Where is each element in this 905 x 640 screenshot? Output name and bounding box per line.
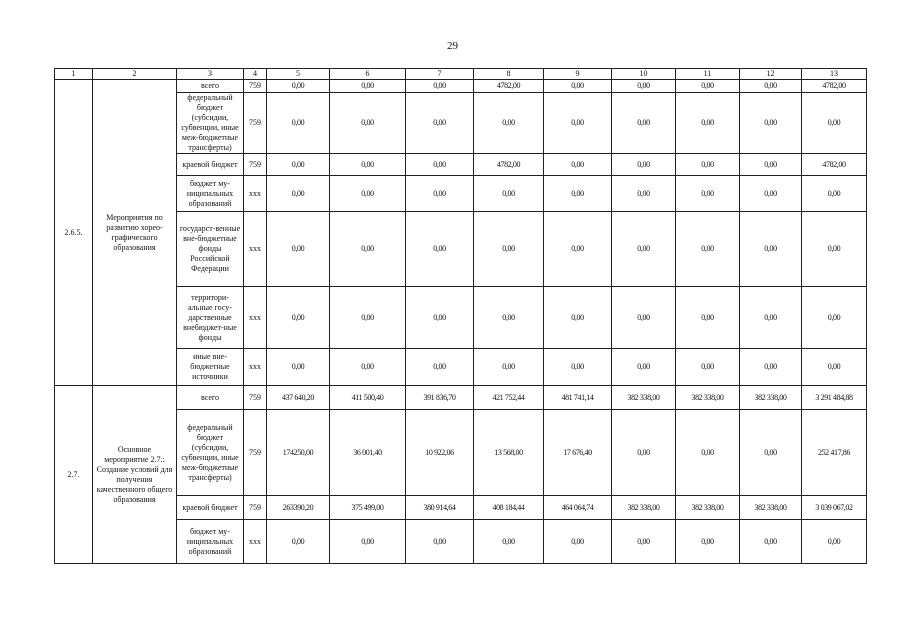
value-cell: 0,00 bbox=[406, 287, 474, 349]
value-cell: 0,00 bbox=[474, 176, 544, 212]
column-header: 5 bbox=[267, 69, 330, 80]
value-cell: 0,00 bbox=[267, 349, 330, 386]
value-cell: 0,00 bbox=[676, 410, 740, 496]
value-cell: 3 291 484,88 bbox=[802, 386, 867, 410]
value-cell: 252 417,86 bbox=[802, 410, 867, 496]
table-row bbox=[55, 154, 867, 176]
section-title: Мероприятия по развитию хорео-графического образования bbox=[93, 80, 177, 386]
value-cell: 0,00 bbox=[612, 176, 676, 212]
source-label: краевой бюджет bbox=[177, 496, 244, 520]
value-cell: 0,00 bbox=[544, 80, 612, 93]
value-cell: 0,00 bbox=[740, 349, 802, 386]
value-cell: 36 001,40 bbox=[330, 410, 406, 496]
value-cell: 0,00 bbox=[802, 287, 867, 349]
budget-code: 759 bbox=[244, 386, 267, 410]
column-header: 11 bbox=[676, 69, 740, 80]
value-cell: 0,00 bbox=[330, 349, 406, 386]
value-cell: 0,00 bbox=[676, 93, 740, 154]
value-cell: 382 338,00 bbox=[612, 386, 676, 410]
value-cell: 17 676,40 bbox=[544, 410, 612, 496]
value-cell: 0,00 bbox=[612, 212, 676, 287]
value-cell: 408 184,44 bbox=[474, 496, 544, 520]
budget-code: ххх bbox=[244, 349, 267, 386]
source-label: федеральный бюджет (субсидии, субвенции, иные меж-бюджетные трансферты) bbox=[177, 410, 244, 496]
value-cell: 0,00 bbox=[330, 93, 406, 154]
value-cell: 0,00 bbox=[802, 349, 867, 386]
value-cell: 0,00 bbox=[330, 520, 406, 564]
budget-table bbox=[54, 68, 867, 564]
value-cell: 0,00 bbox=[330, 154, 406, 176]
value-cell: 0,00 bbox=[406, 93, 474, 154]
table-row bbox=[55, 496, 867, 520]
value-cell: 437 640,20 bbox=[267, 386, 330, 410]
page-number: 29 bbox=[447, 40, 458, 52]
value-cell: 382 338,00 bbox=[676, 386, 740, 410]
value-cell: 0,00 bbox=[267, 93, 330, 154]
value-cell: 0,00 bbox=[612, 80, 676, 93]
column-header: 2 bbox=[93, 69, 177, 80]
value-cell: 0,00 bbox=[740, 154, 802, 176]
value-cell: 382 338,00 bbox=[612, 496, 676, 520]
source-label: государст-венные вне-бюджетные фонды Российской Федерации bbox=[177, 212, 244, 287]
source-label: бюджет му-ниципальных образований bbox=[177, 176, 244, 212]
column-header: 7 bbox=[406, 69, 474, 80]
budget-code: ххх bbox=[244, 212, 267, 287]
value-cell: 0,00 bbox=[330, 212, 406, 287]
value-cell: 0,00 bbox=[406, 176, 474, 212]
value-cell: 13 568,00 bbox=[474, 410, 544, 496]
source-label: территори-альные госу-дарственные внебюджет-ные фонды bbox=[177, 287, 244, 349]
header-row bbox=[55, 69, 867, 80]
value-cell: 0,00 bbox=[267, 80, 330, 93]
value-cell: 4782,00 bbox=[802, 154, 867, 176]
value-cell: 0,00 bbox=[740, 80, 802, 93]
value-cell: 0,00 bbox=[612, 410, 676, 496]
value-cell: 411 500,40 bbox=[330, 386, 406, 410]
table-row bbox=[55, 212, 867, 287]
value-cell: 0,00 bbox=[474, 93, 544, 154]
budget-code: 759 bbox=[244, 93, 267, 154]
source-label: федеральный бюджет (субсидии, субвенции, иные меж-бюджетные трансферты) bbox=[177, 93, 244, 154]
source-label: иные вне-бюджетные источники bbox=[177, 349, 244, 386]
table-row bbox=[55, 93, 867, 154]
value-cell: 0,00 bbox=[406, 520, 474, 564]
column-header: 3 bbox=[177, 69, 244, 80]
value-cell: 382 338,00 bbox=[676, 496, 740, 520]
value-cell: 382 338,00 bbox=[740, 386, 802, 410]
value-cell: 0,00 bbox=[802, 212, 867, 287]
budget-code: 759 bbox=[244, 154, 267, 176]
value-cell: 0,00 bbox=[612, 287, 676, 349]
value-cell: 0,00 bbox=[267, 154, 330, 176]
table-row bbox=[55, 176, 867, 212]
table-row bbox=[55, 80, 867, 93]
value-cell: 0,00 bbox=[676, 154, 740, 176]
column-header: 8 bbox=[474, 69, 544, 80]
source-label: всего bbox=[177, 80, 244, 93]
source-label: всего bbox=[177, 386, 244, 410]
column-header: 10 bbox=[612, 69, 676, 80]
table-row bbox=[55, 349, 867, 386]
value-cell: 380 914,64 bbox=[406, 496, 474, 520]
value-cell: 0,00 bbox=[676, 287, 740, 349]
value-cell: 0,00 bbox=[612, 349, 676, 386]
budget-code: ххх bbox=[244, 287, 267, 349]
section-code: 2.7. bbox=[55, 386, 93, 564]
section-code: 2.6.5. bbox=[55, 80, 93, 386]
value-cell: 4782,00 bbox=[474, 154, 544, 176]
table-row bbox=[55, 520, 867, 564]
column-header: 9 bbox=[544, 69, 612, 80]
section-title: Основное мероприятие 2.7.: Создание условий для получения качественного общего образования bbox=[93, 386, 177, 564]
value-cell: 0,00 bbox=[740, 93, 802, 154]
value-cell: 0,00 bbox=[544, 93, 612, 154]
value-cell: 0,00 bbox=[406, 80, 474, 93]
budget-code: 759 bbox=[244, 80, 267, 93]
value-cell: 421 752,44 bbox=[474, 386, 544, 410]
value-cell: 0,00 bbox=[544, 520, 612, 564]
value-cell: 0,00 bbox=[676, 80, 740, 93]
value-cell: 481 741,14 bbox=[544, 386, 612, 410]
value-cell: 0,00 bbox=[612, 520, 676, 564]
value-cell: 0,00 bbox=[676, 520, 740, 564]
value-cell: 0,00 bbox=[544, 176, 612, 212]
value-cell: 391 836,70 bbox=[406, 386, 474, 410]
value-cell: 0,00 bbox=[740, 176, 802, 212]
value-cell: 0,00 bbox=[474, 287, 544, 349]
value-cell: 0,00 bbox=[544, 287, 612, 349]
value-cell: 0,00 bbox=[676, 349, 740, 386]
value-cell: 0,00 bbox=[612, 93, 676, 154]
table-row bbox=[55, 410, 867, 496]
value-cell: 0,00 bbox=[740, 287, 802, 349]
value-cell: 0,00 bbox=[612, 154, 676, 176]
column-header: 1 bbox=[55, 69, 93, 80]
value-cell: 0,00 bbox=[802, 176, 867, 212]
value-cell: 0,00 bbox=[544, 349, 612, 386]
value-cell: 464 064,74 bbox=[544, 496, 612, 520]
value-cell: 0,00 bbox=[406, 154, 474, 176]
budget-code: ххх bbox=[244, 176, 267, 212]
budget-code: 759 bbox=[244, 496, 267, 520]
value-cell: 375 499,00 bbox=[330, 496, 406, 520]
budget-code: 759 bbox=[244, 410, 267, 496]
value-cell: 0,00 bbox=[676, 212, 740, 287]
table-row bbox=[55, 287, 867, 349]
value-cell: 0,00 bbox=[330, 80, 406, 93]
value-cell: 174250,00 bbox=[267, 410, 330, 496]
value-cell: 0,00 bbox=[267, 287, 330, 349]
column-header: 13 bbox=[802, 69, 867, 80]
column-header: 12 bbox=[740, 69, 802, 80]
value-cell: 3 039 067,02 bbox=[802, 496, 867, 520]
value-cell: 0,00 bbox=[330, 176, 406, 212]
column-header: 4 bbox=[244, 69, 267, 80]
value-cell: 4782,00 bbox=[474, 80, 544, 93]
source-label: бюджет му-ниципальных образований bbox=[177, 520, 244, 564]
table-row bbox=[55, 386, 867, 410]
value-cell: 0,00 bbox=[474, 212, 544, 287]
value-cell: 382 338,00 bbox=[740, 496, 802, 520]
value-cell: 0,00 bbox=[406, 212, 474, 287]
column-header: 6 bbox=[330, 69, 406, 80]
value-cell: 10 922,06 bbox=[406, 410, 474, 496]
value-cell: 263390,20 bbox=[267, 496, 330, 520]
value-cell: 0,00 bbox=[330, 287, 406, 349]
value-cell: 0,00 bbox=[740, 410, 802, 496]
value-cell: 0,00 bbox=[740, 520, 802, 564]
value-cell: 0,00 bbox=[267, 212, 330, 287]
value-cell: 0,00 bbox=[544, 212, 612, 287]
value-cell: 0,00 bbox=[474, 520, 544, 564]
budget-code: ххх bbox=[244, 520, 267, 564]
value-cell: 4782,00 bbox=[802, 80, 867, 93]
value-cell: 0,00 bbox=[544, 154, 612, 176]
value-cell: 0,00 bbox=[740, 212, 802, 287]
value-cell: 0,00 bbox=[676, 176, 740, 212]
source-label: краевой бюджет bbox=[177, 154, 244, 176]
value-cell: 0,00 bbox=[267, 520, 330, 564]
value-cell: 0,00 bbox=[802, 93, 867, 154]
value-cell: 0,00 bbox=[802, 520, 867, 564]
value-cell: 0,00 bbox=[267, 176, 330, 212]
value-cell: 0,00 bbox=[474, 349, 544, 386]
value-cell: 0,00 bbox=[406, 349, 474, 386]
